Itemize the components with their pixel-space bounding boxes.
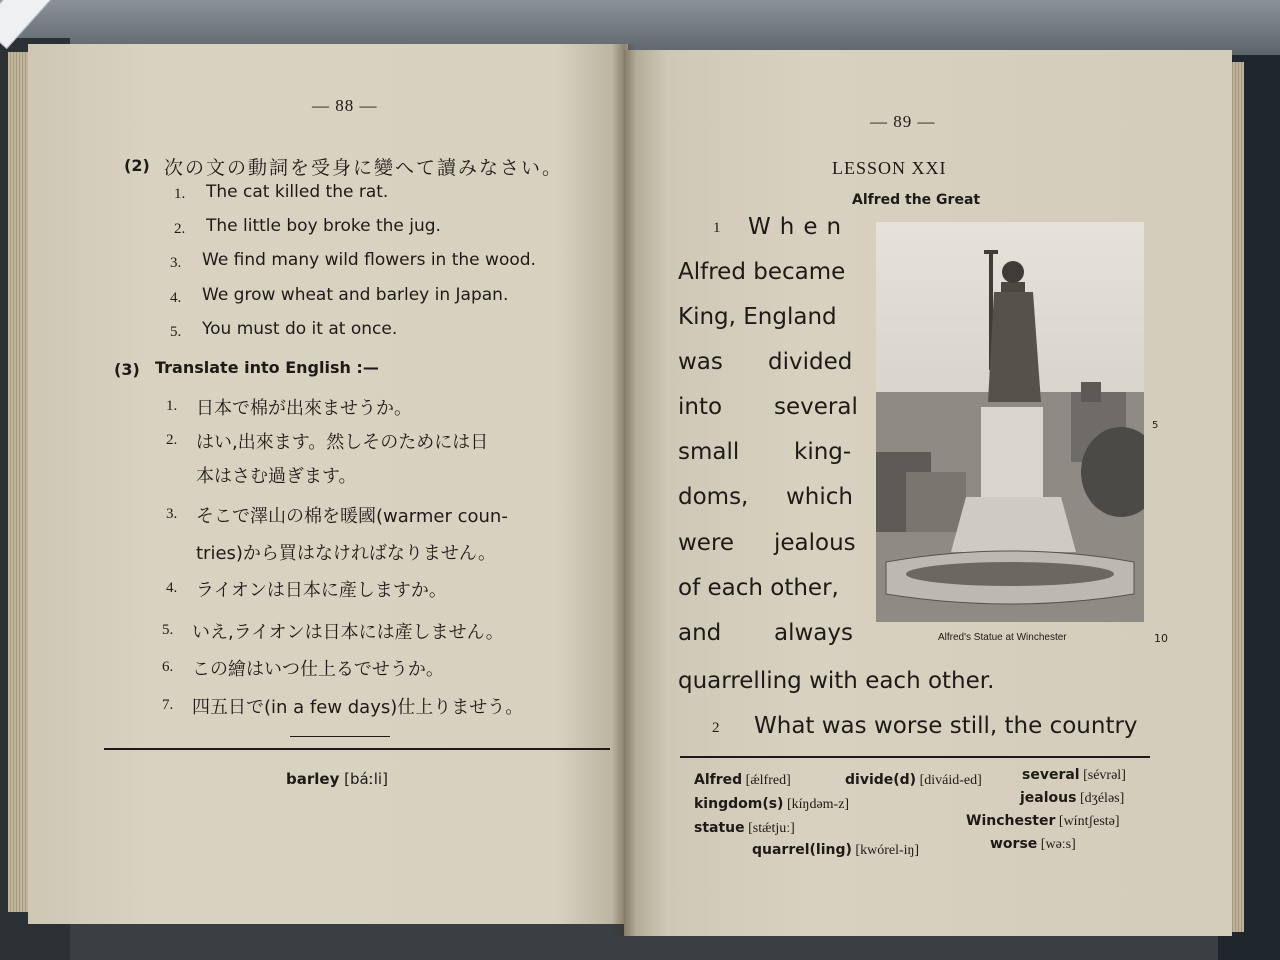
glossary-entry (1020, 790, 1124, 807)
statue-illustration (876, 222, 1144, 622)
glossary-entry (990, 836, 1076, 853)
body-line-word: always (774, 620, 853, 646)
glossary-pron: [wíntʃestə] (1058, 814, 1120, 829)
glossary-pron: [kwórel-iŋ] (855, 843, 920, 858)
glossary-word: several (1022, 767, 1080, 783)
glossary-pron: [diváid-ed] (919, 773, 982, 788)
body-line-word: which (786, 484, 854, 510)
body-line-word: of each other, (678, 575, 839, 601)
glossary-word: statue (694, 820, 745, 836)
ex2-item-num: 1. (174, 186, 186, 202)
exercise-2-instruction: 次の文の動詞を受身に變へて讀みなさい。 (164, 157, 564, 179)
body-line-word: Alfred became (678, 259, 846, 285)
glossary-word: kingdom(s) (694, 796, 784, 812)
ex2-item-text: The cat killed the rat. (206, 182, 389, 202)
footnote-pron: [báːli] (344, 770, 388, 788)
ex3-item-line: 本はさむ過ぎます。 (196, 466, 357, 487)
ex3-item-num: 2. (166, 432, 178, 448)
ex2-item-text: The little boy broke the jug. (206, 216, 441, 236)
glossary-pron: [stǽtjuː] (748, 821, 795, 836)
body-line-word: small (678, 439, 740, 465)
glossary-pron: [dʒéləs] (1079, 791, 1125, 806)
ex3-item-num: 4. (166, 580, 178, 596)
section-divider-short (290, 736, 390, 737)
glossary-word: jealous (1020, 790, 1077, 806)
page-number-89: — 89 — (870, 112, 936, 131)
ex3-item-num: 7. (162, 697, 174, 713)
glossary-entry (752, 842, 919, 859)
body-line-last: quarrelling with each other. (678, 668, 995, 694)
glossary-entry (966, 813, 1120, 830)
paragraph-2-text: What was worse still, the country (754, 713, 1138, 739)
glossary-word: divide(d) (845, 772, 917, 788)
glossary-entry (845, 772, 982, 789)
ex3-item-num: 1. (166, 398, 178, 414)
glossary-pron: [ǽlfred] (745, 773, 791, 788)
ex3-item-line: いえ,ライオンは日本には產しません。 (192, 622, 504, 643)
ex3-item-line: 日本で棉が出來ませうか。 (196, 398, 412, 419)
glossary-entry (694, 796, 849, 813)
footnote-rule-left (104, 748, 610, 750)
glossary-entry (694, 820, 795, 837)
body-line-word: King, England (678, 304, 837, 330)
photo-caption: Alfred's Statue at Winchester (938, 632, 1067, 643)
ex3-item-num: 6. (162, 659, 174, 675)
body-line-word: into (678, 394, 723, 420)
ex2-item-text: You must do it at once. (202, 319, 398, 339)
glossary-word: Alfred (694, 772, 743, 788)
ex3-item-line: ライオンは日本に產しますか。 (196, 580, 447, 601)
ex2-item-text: We find many wild flowers in the wood. (202, 250, 536, 270)
ex2-item-num: 2. (174, 221, 186, 237)
ex2-item-num: 5. (170, 324, 182, 340)
glossary-pron: [kíŋdəm-z] (786, 797, 850, 812)
footnote-rule-right (680, 756, 1150, 758)
ex2-item-text: We grow wheat and barley in Japan. (202, 285, 509, 305)
footnote-word: barley (286, 770, 340, 788)
ex3-item-line: そこで澤山の棉を暖國(warmer coun- (196, 506, 508, 527)
body-line-word: When (748, 214, 851, 240)
body-line-word: king- (794, 439, 852, 465)
glossary-entry (694, 772, 791, 789)
ex3-item-line: はい,出來ます。然しそのためには日 (196, 432, 489, 453)
ex3-item-line: この繪はいつ仕上るでせうか。 (192, 659, 444, 680)
glossary-word: quarrel(ling) (752, 842, 852, 858)
body-line-word: and (678, 620, 722, 646)
lesson-subtitle: Alfred the Great (852, 192, 981, 208)
glossary-entry (1022, 767, 1126, 784)
ex3-item-line: 四五日で(in a few days)仕上りませう。 (192, 697, 524, 718)
body-line-word: doms, (678, 484, 749, 510)
exercise-2-marker: (2) (124, 156, 150, 175)
body-line-word: was (678, 349, 723, 375)
line-number-10: 10 (1154, 632, 1168, 645)
glossary-word: Winchester (966, 813, 1056, 829)
glossary-word: worse (990, 836, 1038, 852)
ex2-item-num: 3. (170, 255, 182, 271)
line-number-5: 5 (1152, 420, 1159, 431)
ex2-item-num: 4. (170, 290, 182, 306)
glossary-pron: [wəːs] (1040, 837, 1076, 852)
book-gutter-shadow (612, 44, 636, 936)
page-number-88: — 88 — (312, 96, 378, 115)
body-line-word: several (774, 394, 858, 420)
footnote-barley (286, 770, 388, 788)
ex3-item-num: 5. (162, 622, 174, 638)
exercise-3-heading: Translate into English :— (155, 358, 379, 377)
ex3-item-num: 3. (166, 506, 178, 522)
ex3-item-line: tries)から買はなければなりません。 (196, 543, 497, 564)
exercise-3-marker: (3) (114, 360, 140, 379)
paragraph-2-number: 2 (712, 720, 720, 736)
alfred-statue-photo (876, 222, 1144, 622)
body-line-word: were (678, 530, 735, 556)
lesson-title: LESSON XXI (832, 158, 947, 178)
glossary-pron: [sévrəl] (1083, 768, 1126, 783)
body-line-word: jealous (774, 530, 856, 556)
paragraph-1-number: 1 (713, 220, 721, 236)
body-line-word: divided (768, 349, 853, 375)
